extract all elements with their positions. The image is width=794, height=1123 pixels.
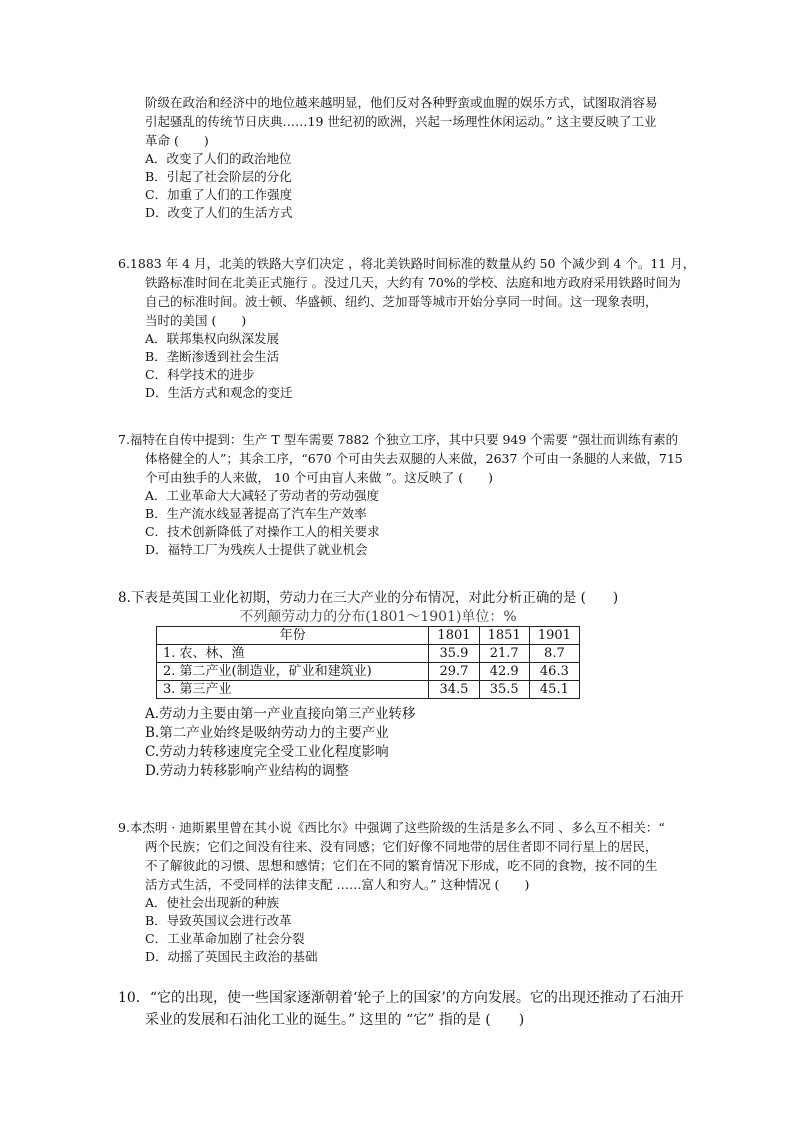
- question-9-line-1: 9.本杰明 · 迪斯累里曾在其小说《西比尔》中强调了这些阶级的生活是多么不同 、多么互不相关：“: [118, 820, 665, 835]
- table-row: [157, 663, 580, 681]
- question-5-line-3: 革命 ( ): [145, 133, 209, 148]
- option-b[interactable]: B．生产流水线显著提高了汽车生产效率: [145, 506, 367, 521]
- cell-value: 34.5: [429, 681, 479, 699]
- option-b[interactable]: B．导致英国议会进行改革: [145, 913, 292, 928]
- question-9-line-3: 不了解彼此的习惯、思想和感情；它们在不同的繁育情况下形成，吃不同的食物，按不同的生: [145, 858, 658, 873]
- question-8-options: [118, 705, 703, 781]
- header-1901: 1901: [529, 627, 579, 645]
- option-a[interactable]: A．改变了人们的政治地位: [145, 151, 292, 166]
- option-b[interactable]: B.第二产业始终是吸纳劳动力的主要产业: [145, 725, 389, 741]
- question-7-line-1: 7.福特在自传中提到：生产 T 型车需要 7882 个独立工序，其中只要 949 个需要 “强壮而训练有素的: [118, 432, 679, 447]
- question-5-line-2: 引起骚乱的传统节日庆典……19 世纪初的欧洲，兴起一场理性休闲运动。” 这主要反映了工业: [145, 114, 657, 129]
- question-5: [118, 93, 703, 222]
- option-d[interactable]: D．动摇了英国民主政治的基础: [145, 949, 318, 964]
- option-c[interactable]: C．加重了人们的工作强度: [145, 187, 293, 202]
- question-10-line-1: 10．“它的出现，使一些国家逐渐朝着‘轮子上的国家’的方向发展。它的出现还推动了石油开: [118, 990, 684, 1006]
- table-row: [157, 681, 580, 699]
- question-7: [118, 430, 703, 559]
- header-1851: 1851: [479, 627, 529, 645]
- option-c[interactable]: C．科学技术的进步: [145, 367, 255, 382]
- option-d[interactable]: D．福特工厂为残疾人士提供了就业机会: [145, 542, 368, 557]
- option-a[interactable]: A．工业革命大大减轻了劳动者的劳动强度: [145, 488, 380, 503]
- option-c[interactable]: C．技术创新降低了对操作工人的相关要求: [145, 524, 380, 539]
- question-6-line-3: 自己的标准时间。波士顿、华盛顿、纽约、芝加哥等城市开始分享同一时间。这一现象表明，: [145, 294, 658, 309]
- data-table: [156, 626, 580, 699]
- question-8: [118, 589, 703, 608]
- table-title: 不列颠劳动力的分布(1801～1901)单位：%: [239, 609, 517, 625]
- cell-value: 42.9: [479, 663, 529, 681]
- option-b[interactable]: B．垄断渗透到社会生活: [145, 349, 280, 364]
- question-6-line-1: 6.1883 年 4 月，北美的铁路大亨们决定 ，将北美铁路时间标准的数量从约 50 个减少到 4 个。11 月，: [118, 256, 696, 271]
- question-5-line-1: 阶级在政治和经济中的地位越来越明显，他们反对各种野蛮或血腥的娱乐方式，试图取消容易: [145, 95, 658, 110]
- question-9-line-2: 两个民族；它们之间没有往来、没有同感；它们好像不同地带的居住者即不同行星上的居民，: [145, 839, 658, 854]
- option-b[interactable]: B．引起了社会阶层的分化: [145, 169, 292, 184]
- header-year: 年份: [157, 627, 429, 645]
- cell-value: 45.1: [529, 681, 579, 699]
- table-row: [157, 645, 580, 663]
- option-c[interactable]: C．工业革命加剧了社会分裂: [145, 931, 305, 946]
- row-label: 2. 第二产业(制造业，矿业和建筑业): [157, 663, 429, 681]
- question-6-line-2: 铁路标准时间在北美正式施行 。没过几天，大约有 70%的学校、法庭和地方政府采用铁路时间为: [145, 275, 681, 290]
- question-7-line-2: 体格健全的人”；其余工序，“670 个可由失去双腿的人来做，2637 个可由一条腿的人来做，715: [145, 451, 683, 466]
- question-7-line-3: 个可由独手的人来做， 10 个可由盲人来做 ”。这反映了 ( ): [145, 470, 493, 485]
- table-header-row: [157, 627, 580, 645]
- option-d[interactable]: D．生活方式和观念的变迁: [145, 385, 293, 400]
- question-6-line-4: 当时的美国 ( ): [145, 313, 247, 328]
- option-d[interactable]: D．改变了人们的生活方式: [145, 205, 293, 220]
- cell-value: 21.7: [479, 645, 529, 663]
- question-8-stem: 8.下表是英国工业化初期，劳动力在三大产业的分布情况，对此分析正确的是 ( ): [118, 590, 619, 606]
- question-10: [118, 987, 703, 1031]
- row-label: 3. 第三产业: [157, 681, 429, 699]
- question-6: [118, 254, 703, 402]
- row-label: 1. 农、林、渔: [157, 645, 429, 663]
- question-9: [118, 818, 703, 966]
- option-d[interactable]: D.劳动力转移影响产业结构的调整: [145, 763, 349, 779]
- question-10-line-2: 采业的发展和石油化工业的诞生。” 这里的 “它” 指的是 ( ): [145, 1012, 525, 1028]
- header-1801: 1801: [429, 627, 479, 645]
- option-a[interactable]: A．使社会出现新的种族: [145, 895, 280, 910]
- labor-distribution-table: [156, 608, 584, 699]
- question-9-line-4: 活方式生活，不受同样的法律支配 ……富人和穷人。” 这种情况 ( ): [145, 877, 530, 892]
- cell-value: 35.5: [479, 681, 529, 699]
- option-c[interactable]: C.劳动力转移速度完全受工业化程度影响: [145, 744, 389, 760]
- cell-value: 8.7: [529, 645, 579, 663]
- cell-value: 29.7: [429, 663, 479, 681]
- option-a[interactable]: A.劳动力主要由第一产业直接向第三产业转移: [145, 706, 416, 722]
- option-a[interactable]: A．联邦集权向纵深发展: [145, 331, 280, 346]
- cell-value: 46.3: [529, 663, 579, 681]
- cell-value: 35.9: [429, 645, 479, 663]
